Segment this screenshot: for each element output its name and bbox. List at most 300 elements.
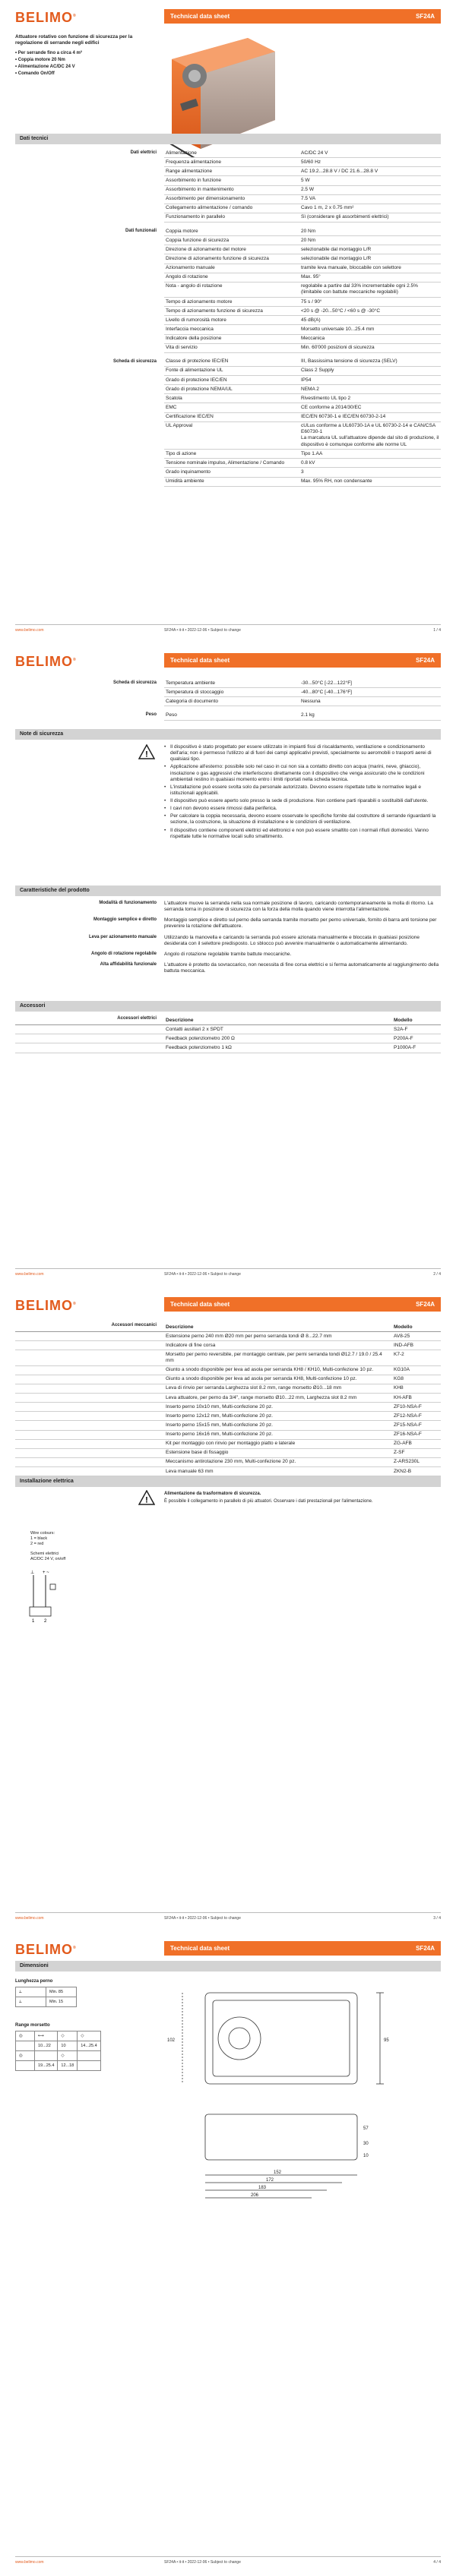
spec-row [164, 459, 441, 468]
safety-note: • Applicazione all'esterno: possibile solo nel caso in cui non sia a contatto diretto con acqua (marini, neve, ghiaccio), insolazione o gas aggressivi che interferiscono direttamente con il dispositivo che venga assicurato che le condizioni ambientali restino in qualsiasi momento entro i limiti riportati nella scheda tecnica. [164, 764, 441, 782]
accessory-row [15, 1341, 441, 1350]
spec-row [164, 468, 441, 477]
accessory-description: Inserto perno 10x10 mm, Multi-confezione 20 pz. [166, 1403, 273, 1410]
accessory-model: ZG-AFB [394, 1441, 412, 1447]
footer-url[interactable]: www.belimo.com [15, 1272, 44, 1277]
accessory-model: Z-SF [394, 1450, 405, 1456]
spec-key: Fonte di alimentazione UL [166, 368, 223, 374]
spec-group-label: Scheda di sicurezza [112, 358, 157, 364]
spec-row [164, 204, 441, 213]
safety-note: • I cavi non devono essere rimossi dalla periferica. [164, 806, 441, 812]
safety-note: • Per calcolare la coppia necessaria, devono essere osservate le specifiche fornite dal costruttore di serrande riguardanti la sezione, la costruzione, la situazione di installazione e le condizioni di ventilazione. [164, 813, 441, 826]
section-dimensioni: Dimensioni [15, 1961, 441, 1971]
accessory-row [15, 1332, 441, 1341]
spec-group [15, 149, 441, 223]
footer [15, 1912, 441, 1921]
accessory-description: Feedback potenziometro 200 Ω [166, 1035, 235, 1041]
col-description: Descrizione [166, 1324, 194, 1330]
feature-text: Montaggio semplice e diretto sul perno della serranda tramite morsetto per perno universale, fornito di barra anti torsione per prevenire la rotazione dell'attuatore. [164, 917, 437, 930]
spec-key: Livello di rumorosità motore [166, 317, 226, 323]
wire-colour: 2 = red [30, 1541, 44, 1546]
feature-row [15, 935, 441, 947]
spec-key: Grado di protezione IEC/EN [166, 377, 227, 383]
accessory-row [15, 1043, 441, 1053]
accessory-spacer [15, 1421, 164, 1429]
safety-notes [164, 744, 441, 841]
spec-value: IEC/EN 60730-1 e IEC/EN 60730-2-14 [301, 414, 386, 419]
spec-key: EMC [166, 404, 177, 410]
accessory-model: ZKN2-B [394, 1468, 412, 1474]
spec-value: -30...50°C [-22...122°F] [301, 680, 352, 686]
accessory-spacer [15, 1034, 164, 1043]
page-number: 3 / 4 [433, 1916, 441, 1921]
accessory-description: Inserto perno 16x16 mm, Multi-confezione 20 pz. [166, 1432, 273, 1437]
feature-label: Montaggio semplice e diretto [93, 917, 157, 923]
feature-label: Angolo di rotazione regolabile [90, 951, 157, 956]
accessory-row [15, 1467, 441, 1476]
accessory-row [15, 1412, 441, 1421]
accessory-description: Leva manuale 63 mm [166, 1468, 214, 1474]
header-title: Technical data sheet [170, 657, 230, 664]
accessory-model: K7-2 [394, 1351, 404, 1357]
dim-label: 152 [274, 2170, 282, 2175]
feature-text: L'attuatore è protetto da sovraccarico, non necessita di fine corsa elettrici e si ferma automaticamente al raggiungimento della battuta meccanica. [164, 961, 439, 974]
spec-key: Azionamento manuale [166, 265, 215, 270]
spec-key: Direzione di azionamento del motore [166, 246, 246, 252]
spec-key: Tempo di azionamento motore [166, 298, 233, 305]
accessory-spacer [15, 1366, 164, 1375]
feature-row [15, 901, 441, 913]
lunghezza-value: Min. 15 [46, 1997, 77, 2007]
range-value: 10...22 [35, 2041, 58, 2051]
range-value: 10 [58, 2041, 78, 2051]
spec-group-label: Dati funzionali [125, 229, 157, 233]
accessory-row [15, 1403, 441, 1412]
spec-row [164, 679, 441, 688]
header-title: Technical data sheet [170, 1301, 230, 1308]
scheme-symbol-ground: ⊥ [30, 1571, 35, 1575]
spec-row [164, 245, 441, 254]
footer-info: SF24A • it-it • 2022-12-06 • Subject to change [164, 2560, 241, 2565]
spec-value: cULus conforme a UL60730-1A e UL 60730-2-14 e CAN/CSA E60730-1 La marcatura UL sull'attuatore dipende dal sito di produzione, il dispositivo è comunque conforme alle norme UL [301, 423, 439, 447]
accessory-model: KG10A [394, 1367, 410, 1373]
spec-key: Range alimentazione [166, 168, 213, 174]
accessory-model: KH8 [394, 1385, 404, 1391]
spec-group [15, 358, 441, 487]
svg-text:!: ! [145, 1495, 148, 1505]
spec-value: IP54 [301, 377, 312, 383]
accessories-header [15, 1323, 441, 1332]
range-value: 14...25.4 [78, 2041, 100, 2051]
dim-label: 57 [363, 2126, 369, 2131]
spec-row [164, 385, 441, 394]
safety-note: • L'installazione può essere svolta solo da personale autorizzato. Devono essere rispettate tutte le normative legali e istituzionali applicabili. [164, 784, 441, 797]
accessory-model: IND-AFB [394, 1342, 413, 1348]
footer-url[interactable]: www.belimo.com [15, 2560, 44, 2565]
accessory-description: Estensione base di fissaggio [166, 1450, 229, 1456]
wire-colours-title: Wire colours: [30, 1531, 55, 1536]
accessory-description: Estensione perno 240 mm Ø20 mm per perno serranda tondi Ø 8...22.7 mm [166, 1333, 332, 1339]
spec-value: tramite leva manuale, bloccabile con selettore [301, 265, 401, 270]
spec-row [164, 325, 441, 334]
spec-row [164, 283, 441, 298]
page-number: 2 / 4 [433, 1272, 441, 1277]
spec-rows [164, 679, 441, 706]
spec-row [164, 149, 441, 158]
footer [15, 2556, 441, 2565]
spec-value: 3 [301, 469, 304, 475]
spec-table-page-1 [15, 149, 441, 491]
accessory-spacer [15, 1043, 164, 1052]
spec-key: Coppia funzione di sicurezza [166, 237, 230, 243]
accessory-description: Giunto a snodo disponibile per leva ad asola per serranda KH8 / KH10, Multi-confezione 10 pz. [166, 1367, 374, 1373]
spec-key: Vita di servizio [166, 345, 198, 351]
spec-key: Assorbimento in mantenimento [166, 187, 234, 192]
accessory-model: Z-ARS230L [394, 1459, 420, 1465]
spec-row [164, 344, 441, 353]
spec-key: Frequenza alimentazione [166, 159, 221, 165]
footer-info: SF24A • it-it • 2022-12-06 • Subject to change [164, 1272, 241, 1277]
spec-row [164, 358, 441, 367]
range-value: 19...25.4 [35, 2061, 58, 2071]
spec-key: Grado di protezione NEMA/UL [166, 386, 233, 392]
spec-value: Max. 95% RH, non condensante [301, 478, 372, 484]
accessory-model: P1000A-F [394, 1044, 416, 1050]
accessory-spacer [15, 1350, 164, 1365]
intro-bullet: • Alimentazione AC/DC 24 V [15, 65, 156, 71]
accessory-spacer [15, 1403, 164, 1411]
accessory-row [15, 1421, 441, 1430]
footer-info: SF24A • it-it • 2022-12-06 • Subject to change [164, 1916, 241, 1921]
belimo-logo: BELIMO® [15, 1298, 77, 1313]
spec-value: Max. 95° [301, 274, 321, 280]
scheme-symbol-supply: + ~ [43, 1571, 49, 1575]
spec-row [164, 307, 441, 316]
dim-label: 10 [363, 2154, 369, 2158]
spec-row [164, 376, 441, 385]
installation-note: È possibile il collegamento in parallelo di più attuatori. Osservare i dati prestazionali per l'alimentazione. [164, 1498, 373, 1504]
accessory-description: Giunto a snodo disponibile per leva ad asola per serranda KH8, Multi-confezione 10 pz. [166, 1376, 357, 1382]
dim-label: 95 [384, 2038, 389, 2043]
footer [15, 624, 441, 633]
accessories-mechanical [15, 1323, 441, 1476]
spec-value: 2.5 W [301, 187, 314, 192]
feature-row [15, 962, 441, 974]
wiring-diagram [29, 1569, 82, 1630]
spec-key: Nota - angolo di rotazione [166, 283, 223, 289]
spec-group-label: Scheda di sicurezza [112, 680, 157, 685]
section-installazione: Installazione elettrica [15, 1476, 441, 1487]
spec-row [164, 213, 441, 223]
header-model: SF24A [416, 657, 435, 664]
accessory-row [15, 1458, 441, 1467]
accessory-description: Morsetto per perno reversibile, per montaggio centrale, per perni serranda tondi Ø12.7 / 19.0 / 25.4 mm [166, 1351, 382, 1363]
spec-key: Interfaccia meccanica [166, 326, 214, 332]
accessories-group-label: Accessori meccanici [111, 1323, 157, 1327]
spec-group-label: Dati elettrici [130, 150, 157, 155]
feature-text: Utilizzando la manovella e caricando la serranda può essere azionata manualmente e bloccata in qualsiasi posizione desiderata con il selettore predisposto. Lo sblocco può avvenire manualmente o automaticamente alimentando. [164, 934, 420, 946]
accessory-row [15, 1375, 441, 1384]
installation-warning: Alimentazione da trasformatore di sicurezza. [164, 1492, 261, 1496]
accessory-description: Leva di rinvio per serranda Larghezza slot 8.2 mm, range morsetto Ø10...18 mm [166, 1385, 342, 1391]
footer-url[interactable]: www.belimo.com [15, 628, 44, 633]
safety-note: • Il dispositivo è stato progettato per essere utilizzato in impianti fissi di riscaldamento, ventilazione e condizionamento dell'aria; non è permesso l'utilizzo al di fuori dei campi applicativi previsti, specialmente su aeromobili o trasporti aerei di qualsiasi tipo. [164, 744, 441, 762]
accessory-row [15, 1394, 441, 1403]
accessory-spacer [15, 1341, 164, 1350]
header-model: SF24A [416, 1945, 435, 1952]
spec-value: 75 s / 90° [301, 298, 322, 305]
accessory-description: Contatti ausiliari 2 x SPDT [166, 1026, 223, 1032]
safety-note: • Il dispositivo contiene componenti elettrici ed elettronici e non può essere smaltito con i normali rifiuti domestici. Vanno rispettate tutte le normative locali sullo smaltimento. [164, 828, 441, 840]
belimo-logo: BELIMO® [15, 10, 77, 25]
accessory-spacer [15, 1332, 164, 1340]
spec-value: Sì (considerare gli assorbimenti elettrici) [301, 214, 389, 220]
page-1 [0, 0, 456, 644]
spec-value: Meccanica [301, 336, 325, 341]
header-model: SF24A [416, 1301, 435, 1308]
spec-key: Tensione nominale impulso, Alimentazione / Comando [166, 459, 285, 466]
header-model: SF24A [416, 13, 435, 20]
accessory-row [15, 1350, 441, 1365]
safety-note: • Il dispositivo può essere aperto solo presso la sede di produzione. Non contiene parti riparabili o sostituibili dall'utente. [164, 798, 441, 804]
accessory-row [15, 1440, 441, 1449]
intro-bullet: • Coppia motore 20 Nm [15, 58, 156, 64]
spec-value: 20 Nm [301, 228, 316, 234]
spec-key: Assorbimento per dimensionamento [166, 196, 245, 202]
spec-row [164, 186, 441, 195]
spec-row [164, 335, 441, 344]
spec-group-label: Peso [145, 712, 157, 718]
accessory-spacer [15, 1440, 164, 1448]
spec-value: selezionabile dal montaggio L/R [301, 255, 372, 261]
accessory-spacer [15, 1458, 164, 1466]
range-value: 12...18 [58, 2061, 78, 2071]
spec-value: Tipo 1.AA [301, 450, 323, 456]
wire-colour: 1 = black [30, 1536, 48, 1541]
accessory-description: Inserto perno 12x12 mm, Multi-confezione 20 pz. [166, 1413, 273, 1419]
section-note-sicurezza: Note di sicurezza [15, 729, 441, 740]
header-bar [164, 1941, 441, 1956]
accessory-row [15, 1034, 441, 1043]
spec-value: Nessuna [301, 698, 321, 704]
accessory-description: Kit per montaggio con rinvio per montaggio piatto e laterale [166, 1441, 296, 1447]
section-accessori: Accessori [15, 1001, 441, 1012]
feature-label: Alta affidabilità funzionale [100, 961, 157, 967]
spec-value: 20 Nm [301, 237, 316, 243]
header-title: Technical data sheet [170, 1945, 230, 1952]
accessory-model: KH-AFB [394, 1394, 412, 1400]
feature-row [15, 917, 441, 930]
spec-row [164, 688, 441, 697]
spec-group [15, 227, 441, 353]
page-2 [0, 644, 456, 1288]
accessory-spacer [15, 1375, 164, 1384]
accessory-description: Meccanismo antirotazione 230 mm, Multi-confezione 20 pz. [166, 1459, 296, 1465]
spec-row [164, 254, 441, 264]
accessory-model: S2A-F [394, 1026, 408, 1032]
spec-value: Class 2 Supply [301, 368, 334, 374]
spec-row [164, 367, 441, 376]
spec-key: Temperatura ambiente [166, 680, 216, 686]
spec-table-page-2 [15, 679, 441, 725]
accessory-spacer [15, 1384, 164, 1393]
spec-value: 0.8 kV [301, 459, 315, 466]
spec-rows [164, 358, 441, 487]
accessory-spacer [15, 1394, 164, 1402]
spec-row [164, 167, 441, 176]
spec-row [164, 195, 441, 204]
spec-row [164, 236, 441, 245]
accessories-group-label: Accessori elettrici [117, 1016, 157, 1021]
accessory-row [15, 1449, 441, 1458]
spec-key: Grado inquinamento [166, 469, 211, 475]
range-morsetto-table: ◎ ⟷ ◇ ◇ 10...22 10 14...25.4 ◎ ◇ 19...25.4 12...18 [15, 2031, 101, 2071]
range-morsetto-title: Range morsetto [15, 2023, 50, 2028]
lunghezza-perno-title: Lunghezza perno [15, 1979, 53, 1984]
scheme-subtitle: AC/DC 24 V, on/off [30, 1556, 66, 1561]
terminal-2: 2 [44, 1619, 47, 1624]
accessories-electrical [15, 1016, 441, 1053]
accessory-spacer [15, 1431, 164, 1439]
wire-colours [30, 1531, 65, 1561]
section-dati-tecnici: Dati tecnici [15, 134, 441, 144]
header-bar [164, 1297, 441, 1312]
dim-label: 172 [266, 2178, 274, 2183]
accessory-description: Inserto perno 15x15 mm, Multi-confezione 20 pz. [166, 1422, 273, 1428]
spec-row [164, 413, 441, 422]
spec-row [164, 697, 441, 706]
spec-value: 7.5 VA [301, 196, 316, 202]
spec-value: NEMA 2 [301, 386, 319, 392]
intro-title: Attuatore rotativo con funzione di sicurezza per la regolazione di serrande negli edifici [15, 34, 133, 46]
spec-value: Morsetto universale 10...25.4 mm [301, 326, 375, 332]
spec-key: Alimentazione [166, 150, 197, 156]
spec-row [164, 298, 441, 307]
accessory-row [15, 1025, 441, 1034]
accessory-spacer [15, 1449, 164, 1457]
spec-value: Min. 60'000 posizioni di sicurezza [301, 345, 375, 351]
spec-value: regolabile a partire dal 33% incrementabile ogni 2.5% (limitabile con battute meccaniche regolabili) [301, 283, 418, 295]
warning-icon [138, 744, 155, 759]
spec-value: III, Bassissima tensione di sicurezza (SELV) [301, 358, 397, 365]
spec-row [164, 450, 441, 459]
accessory-spacer [15, 1467, 164, 1476]
header-bar [164, 9, 441, 24]
spec-group [15, 679, 441, 706]
accessory-model: KG8 [394, 1376, 404, 1382]
intro-bullet: • Comando On/Off [15, 71, 156, 77]
accessory-row [15, 1366, 441, 1375]
spec-value: 2.1 kg [301, 712, 315, 718]
accessory-model: ZF15-NSA-F [394, 1422, 422, 1428]
spec-value: Rivestimento UL tipo 2 [301, 395, 351, 401]
feature-text: L'attuatore muove la serranda nella sua normale posizione di lavoro, caricando contemporaneamente la molla di ritorno. La serranda torna in posizione di sicurezza con la forza della molla quando viene interrotta l'alimentazione. [164, 901, 433, 913]
accessory-spacer [15, 1025, 164, 1034]
feature-row [15, 952, 441, 958]
lunghezza-value: Min. 85 [46, 1987, 77, 1997]
spec-value: Cavo 1 m, 2 x 0.75 mm² [301, 205, 354, 211]
spec-row [164, 227, 441, 236]
spec-key: Indicatore della posizione [166, 336, 222, 341]
intro-bullet: • Per serrande fino a circa 4 m² [15, 51, 156, 57]
page-4 [0, 1932, 456, 2576]
spec-key: Direzione di azionamento funzione di sicurezza [166, 255, 269, 261]
accessory-model: ZF10-NSA-F [394, 1403, 422, 1410]
dim-label: 183 [258, 2186, 267, 2190]
spec-row [164, 158, 441, 167]
spec-value: AC/DC 24 V [301, 150, 328, 156]
feature-label: Leva per azionamento manuale [88, 934, 157, 939]
accessory-model: P200A-F [394, 1035, 413, 1041]
section-caratteristiche: Caratteristiche del prodotto [15, 886, 441, 896]
dim-label: 206 [251, 2193, 259, 2198]
belimo-logo: BELIMO® [15, 1942, 77, 1957]
spec-key: Coppia motore [166, 228, 198, 234]
page-number: 4 / 4 [433, 2560, 441, 2565]
footer [15, 1268, 441, 1277]
spec-value: -40...80°C [-40...176°F] [301, 689, 352, 695]
spec-group [15, 711, 441, 720]
dim-label: 102 [167, 2038, 176, 2043]
feature-text: Angolo di rotazione regolabile tramite battute meccaniche. [164, 951, 292, 957]
spec-row [164, 316, 441, 325]
terminal-1: 1 [32, 1619, 35, 1624]
footer-info: SF24A • it-it • 2022-12-06 • Subject to change [164, 628, 241, 633]
product-features [15, 901, 441, 979]
spec-row [164, 264, 441, 273]
dim-label: 30 [363, 2142, 369, 2146]
spec-rows [164, 227, 441, 353]
spec-row [164, 273, 441, 283]
col-model: Modello [394, 1017, 413, 1023]
spec-value: 45 dB(A) [301, 317, 321, 323]
spec-row [164, 478, 441, 487]
footer-url[interactable]: www.belimo.com [15, 1916, 44, 1921]
accessories-header [15, 1016, 441, 1025]
spec-value: AC 19.2...28.8 V / DC 21.6...28.8 V [301, 168, 378, 174]
spec-key: Classe di protezione IEC/EN [166, 358, 229, 365]
dimension-drawing [152, 1978, 441, 2205]
spec-key: Angolo di rotazione [166, 274, 208, 280]
header-title: Technical data sheet [170, 13, 230, 20]
spec-key: Collegamento alimentazione / comando [166, 205, 253, 211]
accessory-model: ZF12-NSA-F [394, 1413, 422, 1419]
spec-key: Tipo di azione [166, 450, 197, 456]
spec-value: CE conforme a 2014/30/EC [301, 404, 362, 410]
spec-key: Certificazione IEC/EN [166, 414, 214, 419]
spec-row [164, 403, 441, 412]
header-bar [164, 653, 441, 668]
spec-key: UL Approval [166, 423, 193, 429]
spec-key: Categoria di documento [166, 698, 219, 704]
scheme-title: Schemi elettrici [30, 1551, 59, 1556]
lunghezza-perno-table: ⟂ Min. 85 ⟂ Min. 15 [15, 1987, 77, 2007]
accessory-model: ZF16-NSA-F [394, 1432, 422, 1437]
col-description: Descrizione [166, 1017, 194, 1023]
accessory-description: Feedback potenziometro 1 kΩ [166, 1044, 232, 1050]
feature-label: Modalità di funzionamento [99, 901, 157, 905]
spec-key: Scatola [166, 395, 182, 401]
warning-icon [138, 1490, 155, 1505]
page-number: 1 / 4 [433, 628, 441, 633]
spec-value: 5 W [301, 177, 310, 183]
col-model: Modello [394, 1324, 413, 1330]
spec-key: Peso [166, 712, 177, 718]
accessory-model: AV8-25 [394, 1333, 410, 1339]
installation-notes [164, 1492, 441, 1504]
spec-rows [164, 149, 441, 223]
spec-value: <20 s @ -20...50°C / <60 s @ -30°C [301, 308, 381, 314]
